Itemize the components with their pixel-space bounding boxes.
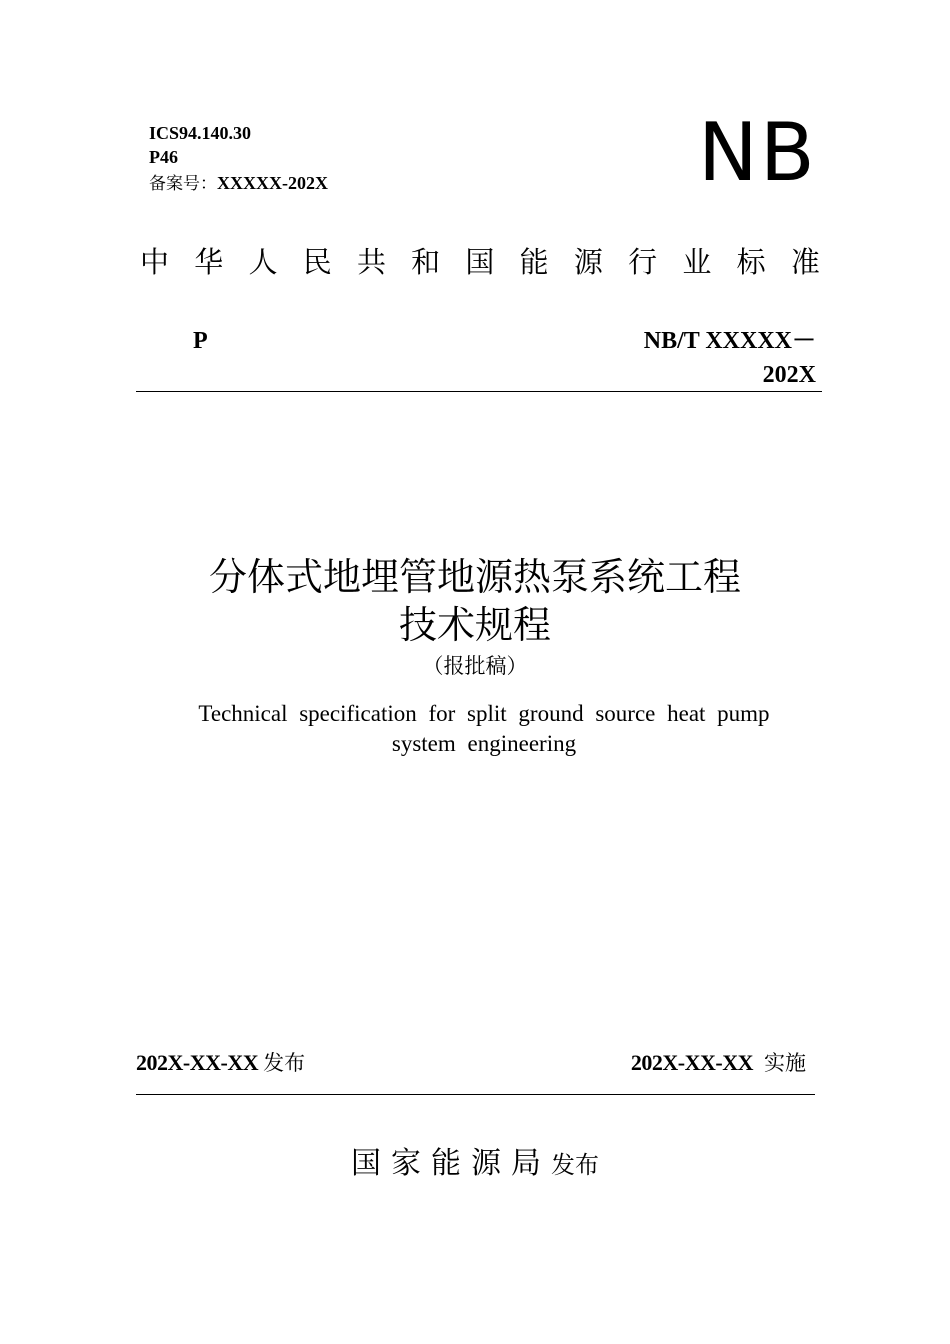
ccs-code: P46: [149, 147, 178, 167]
standard-category: [140, 240, 820, 284]
record-number: [149, 172, 328, 195]
category-char: 共: [356, 245, 386, 279]
header-divider: [136, 391, 822, 392]
issuer: [0, 1144, 950, 1185]
title-cn-line2: 技术规程: [398, 603, 551, 647]
implement-date: [631, 1048, 806, 1078]
category-char: 行: [628, 245, 658, 279]
category-char: 华: [194, 245, 224, 279]
title-en-line2: system engineering: [391, 731, 577, 756]
classification-letter: P: [193, 328, 208, 354]
nb-logo: NB: [698, 106, 817, 199]
category-char: 能: [519, 245, 549, 279]
ics-code: ICS94.140.30: [149, 123, 252, 143]
standard-number-line2: 202X: [762, 362, 816, 388]
publish-date-value: 202X-XX-XX: [136, 1050, 259, 1075]
category-char: 国: [465, 245, 495, 279]
category-char: 业: [682, 245, 712, 279]
implement-label: 实施: [764, 1051, 806, 1075]
issuer-action: 发布: [551, 1151, 599, 1179]
category-char: 中: [140, 245, 170, 279]
implement-date-value: 202X-XX-XX: [630, 1050, 753, 1075]
issuer-org: 国家能源局: [351, 1146, 551, 1181]
publish-label: 发布: [263, 1051, 306, 1075]
category-char: 人: [248, 245, 278, 279]
record-label: 备案号：: [149, 174, 217, 194]
category-char: 民: [302, 245, 332, 279]
title-cn-line1: 分体式地埋管地源热泵系统工程: [208, 555, 741, 599]
category-char: 标: [736, 245, 766, 279]
title-en-line1: Technical specification for split ground source heat pump: [198, 701, 770, 726]
category-char: 源: [573, 245, 603, 279]
category-char: 和: [411, 245, 441, 279]
footer-divider: [136, 1094, 815, 1095]
draft-status: （报批稿）: [422, 654, 528, 678]
standard-number-line1: NB/T XXXXX－: [643, 328, 816, 354]
category-char: 准: [790, 245, 820, 279]
record-value: XXXXX-202X: [217, 173, 328, 193]
publish-date: [136, 1048, 305, 1078]
